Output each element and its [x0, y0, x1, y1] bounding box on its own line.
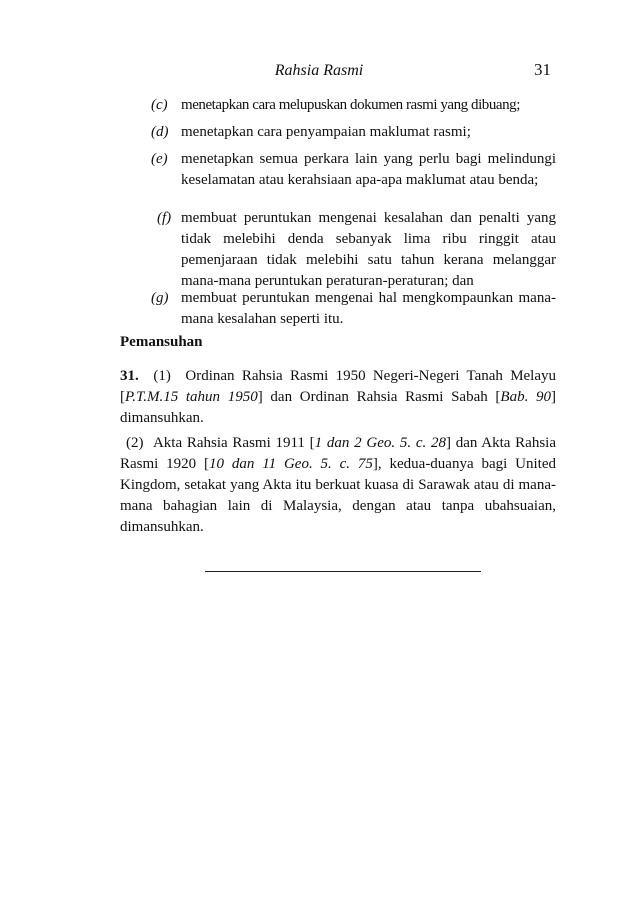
- list-item-text: menetapkan semua perkara lain yang perlu bagi melindungi keselamatan atau kerahsiaan apa-apa maklumat atau benda;: [181, 151, 556, 188]
- subsection-label: (2): [126, 435, 144, 451]
- paragraph-text: ] dimansuhkan.: [120, 389, 556, 426]
- citation-italic: 1 dan 2 Geo. 5. c. 28: [314, 435, 446, 451]
- paragraph-text: ] dan Akta Rahsia Rasmi 1920 [: [120, 435, 556, 472]
- paragraph-text: ] dan Ordinan Rahsia Rasmi Sabah [: [257, 389, 501, 405]
- list-item-e: [151, 149, 556, 191]
- list-item-f: [151, 208, 556, 292]
- list-item-d: [151, 122, 556, 143]
- paragraph-text: ], kedua-duanya bagi United Kingdom, setakat yang Akta itu berkuat kuasa di Sarawak atau di mana-mana bahagian lain di Malaysia, dengan atau tanpa ubahsuaian, dimansuhkan.: [120, 456, 556, 535]
- page-number: 31: [534, 60, 551, 79]
- list-item-text: menetapkan cara melupuskan dokumen rasmi yang dibuang;: [181, 97, 520, 113]
- list-item-text: membuat peruntukan mengenai kesalahan dan penalti yang tidak melebihi denda sebanyak lima ribu ringgit atau pemenjaraan tidak melebihi satu tahun kerana melanggar mana-mana peruntukan peraturan-peraturan; dan: [181, 210, 556, 289]
- running-header-title: Rahsia Rasmi: [274, 62, 364, 79]
- section-number: 31.: [120, 368, 139, 384]
- section-heading: Pemansuhan: [120, 334, 203, 350]
- paragraph-text: Akta Rahsia Rasmi 1911 [: [152, 435, 315, 451]
- paragraph-text: Ordinan Rahsia Rasmi 1950 Negeri-Negeri Tanah Melayu [: [120, 368, 557, 405]
- citation-italic: P.T.M.15 tahun 1950: [125, 389, 258, 405]
- list-item-label: (g): [151, 290, 169, 306]
- list-item-label: (f): [157, 210, 172, 226]
- end-divider: [205, 571, 481, 572]
- list-item-text: menetapkan cara penyampaian maklumat rasmi;: [181, 124, 471, 140]
- citation-italic: Bab. 90: [500, 389, 551, 405]
- subsection-label: (1): [153, 368, 171, 384]
- section-paragraph-2: [120, 433, 556, 538]
- citation-italic: 10 dan 11 Geo. 5. c. 75: [209, 456, 373, 472]
- list-item-label: (e): [151, 151, 168, 167]
- list-item-label: (d): [151, 124, 169, 140]
- list-item-c: [151, 95, 556, 116]
- list-item-g: [151, 288, 556, 330]
- list-item-label: (c): [151, 97, 168, 113]
- list-item-text: membuat peruntukan mengenai hal mengkompaunkan mana-mana kesalahan seperti itu.: [181, 290, 556, 327]
- section-paragraph-1: [120, 366, 556, 429]
